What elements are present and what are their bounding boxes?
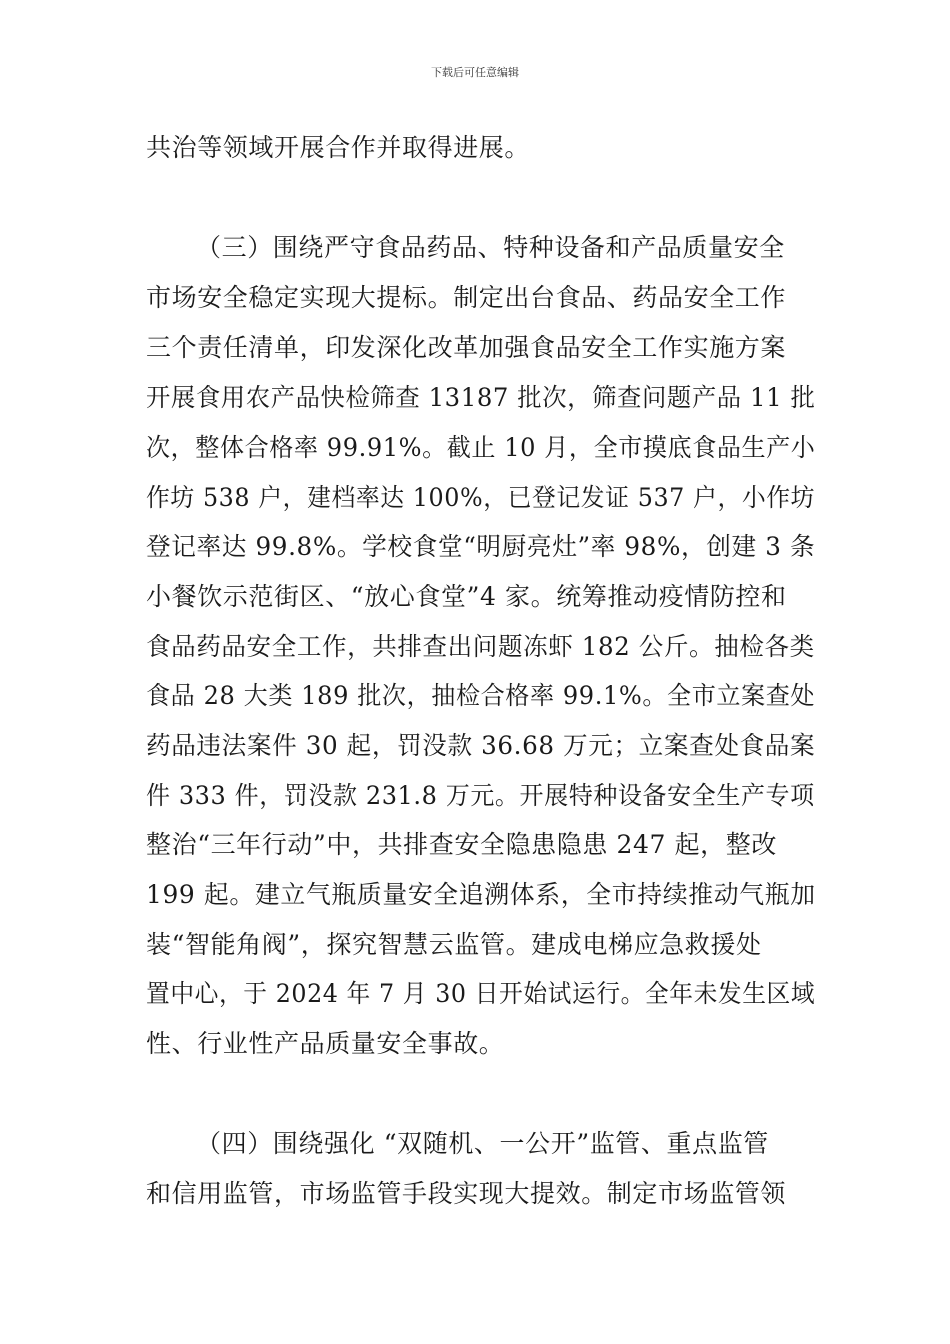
text-line: 作坊 538 户，建档率达 100%，已登记发证 537 户，小作坊 bbox=[146, 483, 816, 512]
text-line: 三个责任清单，印发深化改革加强食品安全工作实施方案 bbox=[146, 333, 787, 362]
text-line: 食品药品安全工作，共排查出问题冻虾 182 公斤。抽检各类 bbox=[146, 632, 815, 661]
paragraph-heading: （三）围绕严守食品药品、特种设备和产品质量安全 bbox=[196, 233, 785, 262]
text-line: 共治等领域开展合作并取得进展。 bbox=[146, 133, 531, 162]
text-line: 199 起。建立气瓶质量安全追溯体系，全市持续推动气瓶加 bbox=[146, 880, 816, 909]
text-line: 药品违法案件 30 起，罚没款 36.68 万元；立案查处食品案 bbox=[146, 731, 816, 760]
text-line: 性、行业性产品质量安全事故。 bbox=[146, 1029, 505, 1058]
text-line: 装“智能角阀”，探究智慧云监管。建成电梯应急救援处 bbox=[146, 930, 762, 959]
text-line: 置中心，于 2024 年 7 月 30 日开始试运行。全年未发生区域 bbox=[146, 979, 816, 1008]
text-line: 整治“三年行动”中，共排查安全隐患隐患 247 起，整改 bbox=[146, 830, 777, 859]
paragraph-heading: （四）围绕强化 “双随机、一公开”监管、重点监管 bbox=[196, 1129, 769, 1158]
text-line: 次，整体合格率 99.91%。截止 10 月，全市摸底食品生产小 bbox=[146, 433, 816, 462]
text-line: 和信用监管，市场监管手段实现大提效。制定市场监管领 bbox=[146, 1179, 787, 1208]
text-line: 小餐饮示范街区、“放心食堂”4 家。统筹推动疫情防控和 bbox=[146, 582, 787, 611]
text-line: 件 333 件，罚没款 231.8 万元。开展特种设备安全生产专项 bbox=[146, 781, 815, 810]
text-line: 开展食用农产品快检筛查 13187 批次，筛查问题产品 11 批 bbox=[146, 383, 816, 412]
text-line: 食品 28 大类 189 批次，抽检合格率 99.1%。全市立案查处 bbox=[146, 681, 816, 710]
text-line: 市场安全稳定实现大提标。制定出台食品、药品安全工作 bbox=[146, 283, 787, 312]
page-header: 下载后可任意编辑 bbox=[431, 66, 519, 79]
text-line: 登记率达 99.8%。学校食堂“明厨亮灶”率 98%，创建 3 条 bbox=[146, 532, 816, 561]
